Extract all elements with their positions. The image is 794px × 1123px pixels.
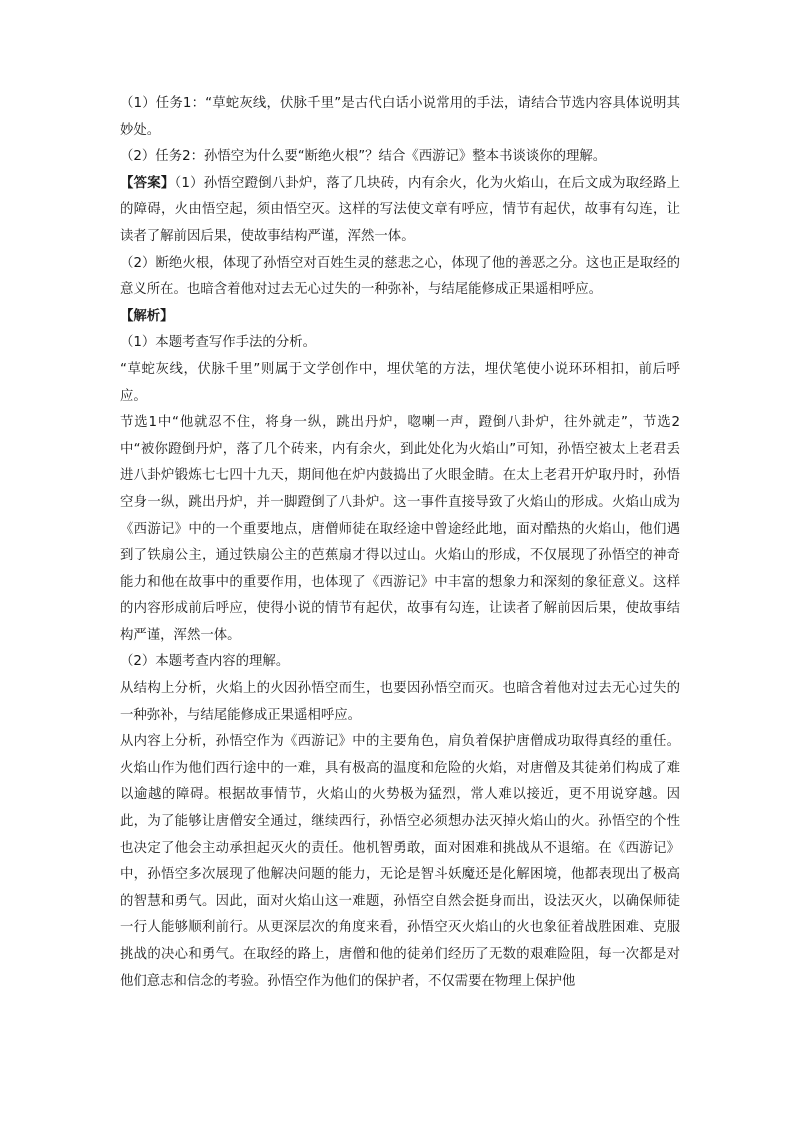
analysis-part-2-title: （2）本题考查内容的理解。 (120, 654, 290, 670)
question-task-1: （1）任务1：“草蛇灰线，伏脉千里”是古代白话小说常用的手法，请结合节选内容具体说明其妙处。 (120, 96, 680, 138)
document-page (120, 91, 680, 995)
analysis-heading: 【解析】 (120, 308, 174, 324)
answer-part-2: （2）断绝火根，体现了孙悟空对百姓生灵的慈悲之心，体现了他的善恶之分。这也正是取经的意义所在。也暗含着他对过去无心过失的一种弥补，与结尾能修成正果遥相呼应。 (120, 255, 680, 298)
question-task-2: （2）任务2：孙悟空为什么要“断绝火根”？结合《西游记》整本书谈谈你的理解。 (120, 149, 607, 165)
analysis-part-1-title: （1）本题考查写作手法的分析。 (120, 335, 316, 351)
analysis-part-1-intro: “草蛇灰线，伏脉千里”则属于文学创作中，埋伏笔的方法，埋伏笔使小说环环相扣，前后呼应。 (120, 361, 680, 404)
answer-part-1: 【答案】（1）孙悟空蹬倒八卦炉，落了几块砖，内有余火，化为火焰山，在后文成为取经路上的障碍，火由悟空起，须由悟空灭。这样的写法使文章有呼应，情节有起伏，故事有勾连，让读者了解前因后果，使故事结构严谨，浑然一体。 (120, 175, 681, 244)
answer-heading: 【答案】 (120, 175, 175, 191)
analysis-heading-line (120, 304, 680, 331)
analysis-part-2-structure: 从结构上分析，火焰上的火因孙悟空而生，也要因孙悟空而灭。也暗含着他对过去无心过失的一种弥补，与结尾能修成正果遥相呼应。 (120, 681, 680, 723)
analysis-part-2-content: 从内容上分析，孙悟空作为《西游记》中的主要角色，肩负着保护唐僧成功取得真经的重任。火焰山作为他们西行途中的一难，具有极高的温度和危险的火焰，对唐僧及其徒弟们构成了难以逾越的障碍。根据故事情节，火焰山的火势极为猛烈，常人难以接近，更不用说穿越。因此，为了能够让唐僧安全通过，继续西行，孙悟空必须想办法灭掉火焰山的火。孙悟空的个性也决定了他会主动承担起灭火的责任。他机智勇敢，面对困难和挑战从不退缩。在《西游记》中，孙悟空多次展现了他解决问题的能力，无论是智斗妖魔还是化解困境，他都表现出了极高的智慧和勇气。因此，面对火焰山这一难题，孙悟空自然会挺身而出，设法灭火，以确保师徒一行人能够顺利前行。从更深层次的角度来看，孙悟空灭火焰山的火也象征着战胜困难、克服挑战的决心和勇气。在取经的路上，唐僧和他的徒弟们经历了无数的艰难险阻，每一次都是对他们意志和信念的考验。孙悟空作为他们的保护者，不仅需要在物理上保护他 (120, 734, 680, 989)
analysis-part-1-body: 节选1中“他就忍不住，将身一纵，跳出丹炉，唿喇一声，蹬倒八卦炉，往外就走”，节选2中“被你蹬倒丹炉，落了几个砖来，内有余火，到此处化为火焰山”可知，孙悟空被太上老君丢进八卦炉锻炼七七四十九天，期间他在炉内鼓捣出了火眼金睛。在太上老君开炉取丹时，孙悟空身一纵，跳出丹炉，并一脚蹬倒了八卦炉。这一事件直接导致了火焰山的形成。火焰山成为《西游记》中的一个重要地点，唐僧师徒在取经途中曾途经此地，面对酷热的火焰山，他们遇到了铁扇公主，通过铁扇公主的芭蕉扇才得以过山。火焰山的形成，不仅展现了孙悟空的神奇能力和他在故事中的重要作用，也体现了《西游记》中丰富的想象力和深刻的象征意义。这样的内容形成前后呼应，使得小说的情节有起伏，故事有勾连，让读者了解前因后果，使故事结构严谨，浑然一体。 (120, 415, 680, 643)
